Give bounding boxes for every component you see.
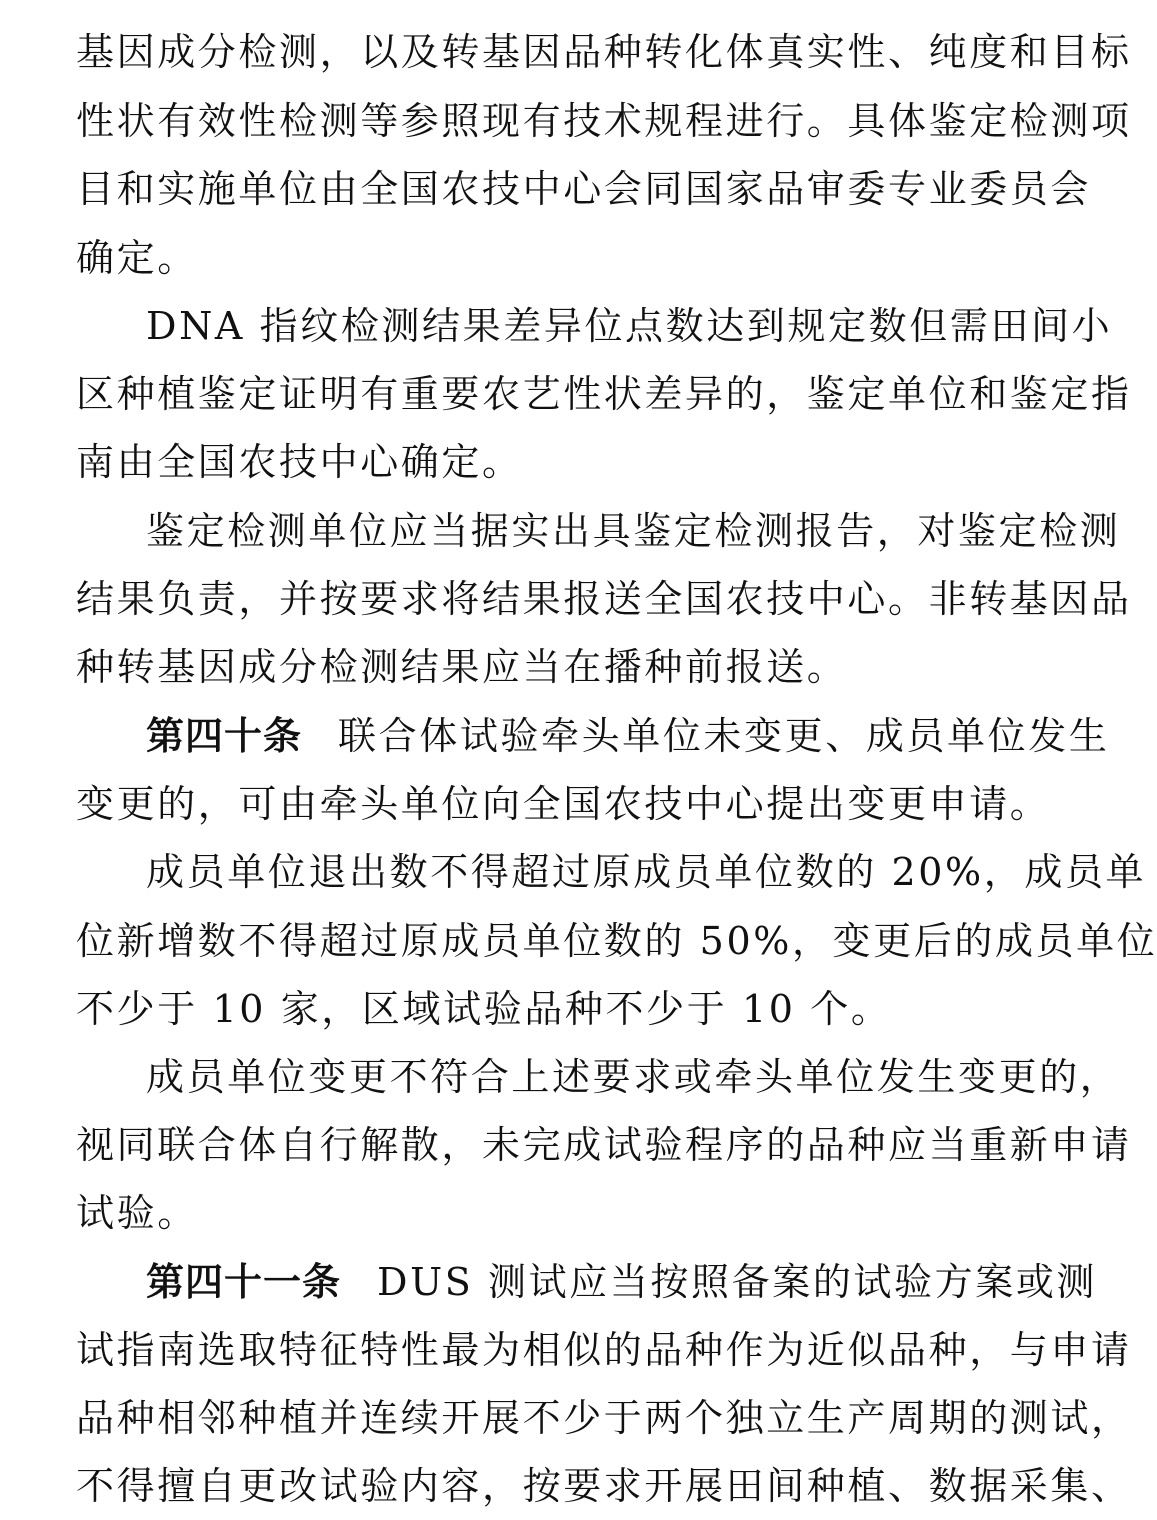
text-line: 南由全国农技中心确定。 — [76, 440, 523, 484]
text-line: 确定。 — [76, 236, 198, 280]
text-line: 视同联合体自行解散，未完成试验程序的品种应当重新申请 — [76, 1123, 1132, 1167]
article-40-line — [146, 702, 1110, 770]
text-line: 鉴定检测单位应当据实出具鉴定检测报告，对鉴定检测 — [146, 509, 1121, 553]
article-41-line — [146, 1248, 1098, 1316]
article-41-title: 第四十一条 — [146, 1260, 342, 1304]
text-line: 不少于 10 家，区域试验品种不少于 10 个。 — [76, 987, 892, 1031]
text-line: 目和实施单位由全国农技中心会同国家品审委专业委员会 — [76, 167, 1092, 211]
text-span: 联合体试验牵头单位未变更、成员单位发生 — [338, 714, 1110, 758]
text-span: DUS 测试应当按照备案的试验方案或测 — [377, 1260, 1098, 1304]
text-line: 种转基因成分检测结果应当在播种前报送。 — [76, 645, 848, 689]
text-line: 性状有效性检测等参照现有技术规程进行。具体鉴定检测项 — [76, 99, 1132, 143]
text-line: DNA 指纹检测结果差异位点数达到规定数但需田间小 — [146, 304, 1113, 348]
text-line: 变更的，可由牵头单位向全国农技中心提出变更申请。 — [76, 782, 1051, 826]
text-line: 试指南选取特征特性最为相似的品种作为近似品种，与申请 — [76, 1328, 1132, 1372]
text-line: 成员单位退出数不得超过原成员单位数的 20%，成员单 — [146, 850, 1147, 894]
text-line: 试验。 — [76, 1191, 198, 1235]
text-line: 位新增数不得超过原成员单位数的 50%，变更后的成员单位 — [76, 919, 1157, 963]
text-line: 区种植鉴定证明有重要农艺性状差异的，鉴定单位和鉴定指 — [76, 372, 1132, 416]
text-line: 不得擅自更改试验内容，按要求开展田间种植、数据采集、 — [76, 1464, 1132, 1508]
article-40-title: 第四十条 — [146, 714, 303, 758]
text-line: 品种相邻种植并连续开展不少于两个独立生产周期的测试， — [76, 1396, 1132, 1440]
text-line: 结果负责，并按要求将结果报送全国农技中心。非转基因品 — [76, 577, 1132, 621]
text-line: 成员单位变更不符合上述要求或牵头单位发生变更的， — [146, 1055, 1121, 1099]
text-line: 基因成分检测，以及转基因品种转化体真实性、纯度和目标 — [76, 30, 1132, 74]
